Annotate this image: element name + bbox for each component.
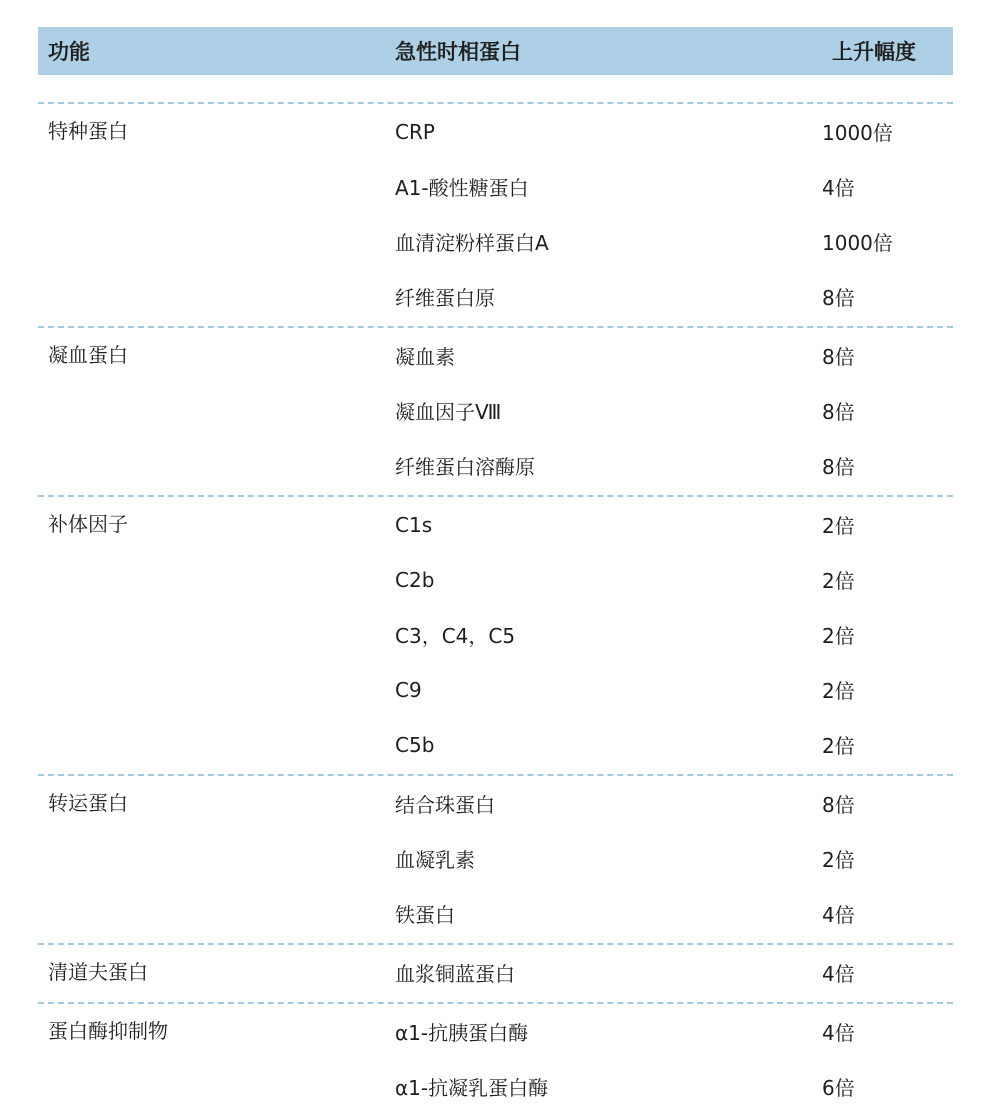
protein-cell: C9 [395, 677, 422, 702]
header-gap [38, 75, 953, 102]
protein-cell: 血凝乳素 [395, 848, 475, 872]
protein-cell: CRP [395, 119, 435, 144]
protein-cell: α1-抗胰蛋白酶 [395, 1021, 529, 1045]
magnitude-cell: 1000倍 [822, 231, 893, 255]
group-rows [395, 104, 953, 324]
protein-cell: 凝血素 [395, 345, 455, 369]
protein-cell: C5b [395, 732, 435, 757]
table-row [395, 717, 953, 772]
table-row [395, 552, 953, 607]
table-row [395, 438, 953, 493]
header-function: 功能 [48, 40, 90, 64]
function-group [38, 495, 953, 774]
protein-cell: 纤维蛋白原 [395, 286, 495, 310]
magnitude-cell: 2倍 [822, 679, 855, 703]
function-label: 蛋白酶抑制物 [48, 1019, 168, 1043]
group-rows [395, 328, 953, 493]
function-group [38, 326, 953, 495]
magnitude-cell: 2倍 [822, 569, 855, 593]
protein-cell: C2b [395, 567, 435, 592]
table-row [395, 886, 953, 941]
function-group [38, 774, 953, 943]
magnitude-cell: 4倍 [822, 1021, 855, 1045]
function-label: 凝血蛋白 [48, 343, 128, 367]
table-row [395, 1059, 953, 1114]
magnitude-cell: 4倍 [822, 962, 855, 986]
group-rows [395, 776, 953, 941]
protein-cell: 铁蛋白 [395, 903, 455, 927]
table-row [395, 831, 953, 886]
table-row [395, 662, 953, 717]
magnitude-cell: 8倍 [822, 793, 855, 817]
group-rows [395, 1004, 953, 1114]
table-row [395, 497, 953, 552]
group-rows [395, 945, 953, 1000]
protein-cell: C1s [395, 512, 433, 537]
protein-cell: A1-酸性糖蛋白 [395, 176, 529, 200]
protein-cell: C3，C4，C5 [395, 624, 516, 648]
protein-cell: 凝血因子Ⅷ [395, 400, 502, 424]
table-row [395, 776, 953, 831]
table-row [395, 159, 953, 214]
table-row [395, 945, 953, 1000]
table-row [395, 383, 953, 438]
table-header-row [38, 27, 953, 75]
table-row [395, 104, 953, 159]
table-body [38, 102, 953, 1116]
magnitude-cell: 4倍 [822, 176, 855, 200]
table-row [395, 328, 953, 383]
protein-cell: 结合珠蛋白 [395, 793, 495, 817]
magnitude-cell: 8倍 [822, 286, 855, 310]
table-row [395, 214, 953, 269]
function-label: 转运蛋白 [48, 791, 128, 815]
function-group [38, 102, 953, 326]
group-rows [395, 497, 953, 772]
magnitude-cell: 8倍 [822, 455, 855, 479]
table-row [395, 269, 953, 324]
magnitude-cell: 1000倍 [822, 121, 893, 145]
magnitude-cell: 2倍 [822, 734, 855, 758]
protein-cell: 血清淀粉样蛋白A [395, 231, 549, 255]
protein-cell: 血浆铜蓝蛋白 [395, 962, 515, 986]
function-group [38, 943, 953, 1002]
function-label: 补体因子 [48, 512, 128, 536]
magnitude-cell: 8倍 [822, 345, 855, 369]
function-label: 特种蛋白 [48, 119, 128, 143]
header-protein: 急性时相蛋白 [395, 40, 521, 64]
magnitude-cell: 4倍 [822, 903, 855, 927]
function-group [38, 1002, 953, 1116]
magnitude-cell: 6倍 [822, 1076, 855, 1100]
function-label: 清道夫蛋白 [48, 960, 148, 984]
table-row [395, 607, 953, 662]
header-magnitude: 上升幅度 [832, 40, 916, 64]
magnitude-cell: 2倍 [822, 514, 855, 538]
magnitude-cell: 2倍 [822, 848, 855, 872]
magnitude-cell: 8倍 [822, 400, 855, 424]
magnitude-cell: 2倍 [822, 624, 855, 648]
table-row [395, 1004, 953, 1059]
acute-phase-protein-table [38, 27, 953, 1116]
protein-cell: 纤维蛋白溶酶原 [395, 455, 535, 479]
protein-cell: α1-抗凝乳蛋白酶 [395, 1076, 549, 1100]
